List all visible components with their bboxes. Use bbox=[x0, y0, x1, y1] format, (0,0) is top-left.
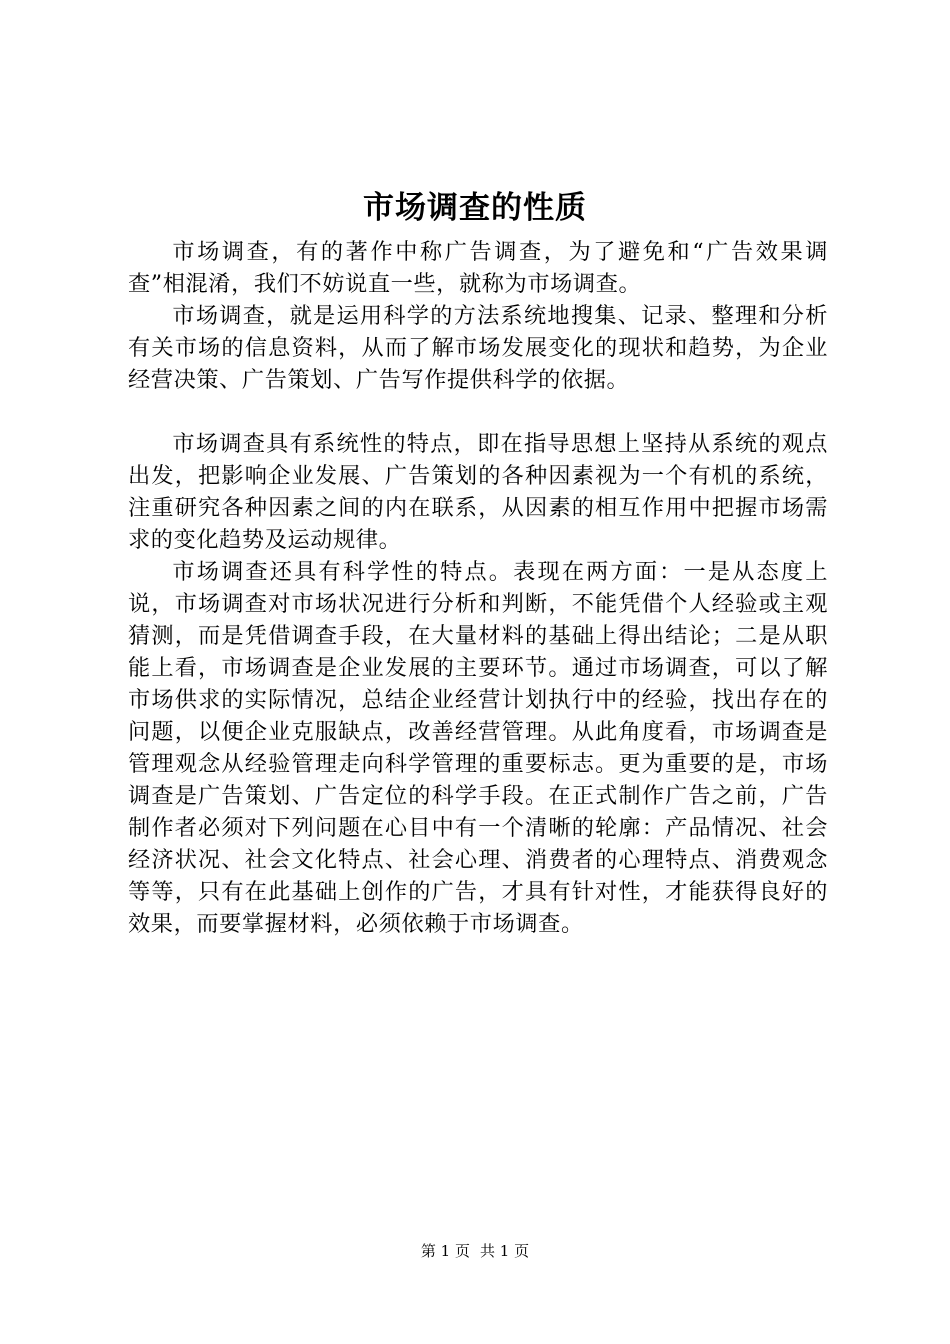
paragraph-definition: 市场调查，就是运用科学的方法系统地搜集、记录、整理和分析有关市场的信息资料，从而了解市场发展变化的现状和趋势，为企业经营决策、广告策划、广告写作提供科学的依据。 bbox=[128, 303, 828, 393]
page-number: 第 1 页 bbox=[420, 1242, 470, 1260]
page-footer bbox=[0, 1241, 950, 1261]
paragraph-systematic: 市场调查具有系统性的特点，即在指导思想上坚持从系统的观点出发，把影响企业发展、广告策划的各种因素视为一个有机的系统，注重研究各种因素之间的内在联系，从因素的相互作用中把握市场需求的变化趋势及运动规律。 bbox=[128, 431, 828, 553]
paragraph-intro: 市场调查，有的著作中称广告调查，为了避免和“广告效果调查”相混淆，我们不妨说直一些，就称为市场调查。 bbox=[128, 239, 828, 297]
page-total: 共 1 页 bbox=[480, 1242, 530, 1260]
document-title: 市场调查的性质 bbox=[363, 190, 587, 226]
document-body bbox=[128, 236, 828, 940]
paragraph-scientific: 市场调查还具有科学性的特点。表现在两方面：一是从态度上说，市场调查对市场状况进行分析和判断，不能凭借个人经验或主观猜测，而是凭借调查手段，在大量材料的基础上得出结论；二是从职能上看，市场调查是企业发展的主要环节。通过市场调查，可以了解市场供求的实际情况，总结企业经营计划执行中的经验，找出存在的问题，以便企业克服缺点，改善经营管理。从此角度看，市场调查是管理观念从经验管理走向科学管理的重要标志。更为重要的是，市场调查是广告策划、广告定位的科学手段。在正式制作广告之前，广告制作者必须对下列问题在心目中有一个清晰的轮廓：产品情况、社会经济状况、社会文化特点、社会心理、消费者的心理特点、消费观念等等，只有在此基础上创作的广告，才具有针对性，才能获得良好的效果，而要掌握材料，必须依赖于市场调查。 bbox=[128, 559, 828, 937]
